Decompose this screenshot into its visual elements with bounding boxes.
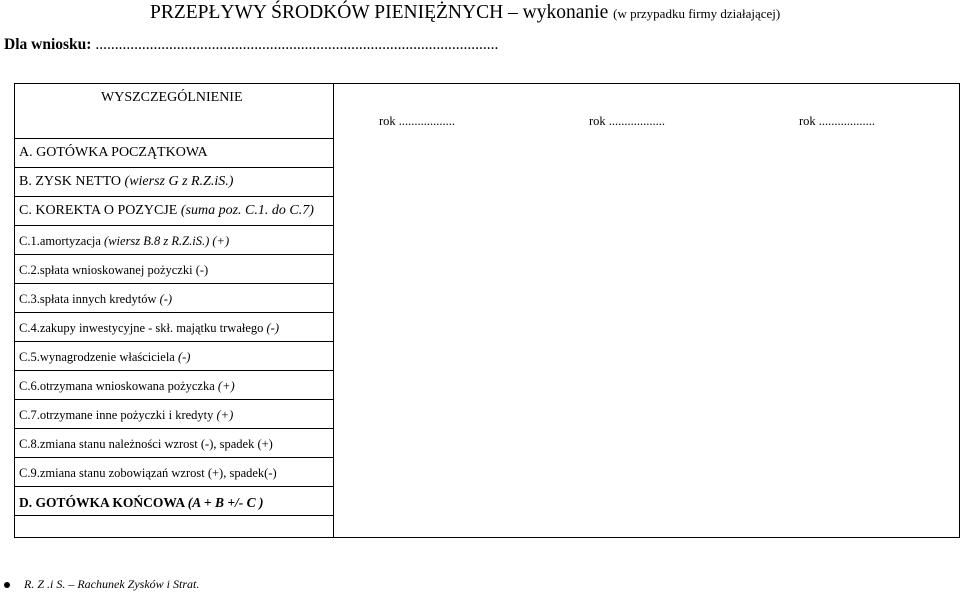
cashflow-table (14, 83, 960, 538)
year-column-3[interactable]: rok .................. (799, 114, 876, 128)
row-divider (15, 312, 333, 313)
table-row: C.1.amortyzacja (wiersz B.8 z R.Z.iS.) (+) (19, 234, 230, 248)
table-row: C.3.spłata innych kredytów (-) (19, 292, 173, 306)
footnote (4, 577, 199, 592)
row-divider (15, 515, 333, 516)
column-divider (333, 84, 334, 537)
year-column-1[interactable]: rok .................. (379, 114, 456, 128)
page-title-main: PRZEPŁYWY ŚRODKÓW PIENIĘŻNYCH – wykonanie (150, 2, 609, 23)
table-row: B. ZYSK NETTO (wiersz G z R.Z.iS.) (19, 174, 234, 189)
page-title-sub: (w przypadku firmy działającej) (613, 6, 781, 21)
table-row: C. KOREKTA O POZYCJE (suma poz. C.1. do C.7) (19, 203, 314, 218)
application-label: Dla wniosku: (4, 36, 96, 53)
table-row: C.6.otrzymana wnioskowana pożyczka (+) (19, 379, 235, 393)
table-row: C.7.otrzymane inne pożyczki i kredyty (+) (19, 408, 234, 422)
table-row: C.8.zmiana stanu należności wzrost (-), spadek (+) (19, 437, 273, 451)
row-divider (15, 428, 333, 429)
row-divider (15, 138, 333, 139)
page-title (150, 2, 780, 24)
year-column-2[interactable]: rok .................. (589, 114, 666, 128)
footnote-text: R. Z .i S. – Rachunek Zysków i Strat. (24, 577, 200, 591)
row-divider (15, 341, 333, 342)
row-divider (15, 370, 333, 371)
table-row: C.2.spłata wnioskowanej pożyczki (-) (19, 263, 209, 277)
table-row: A. GOTÓWKA POCZĄTKOWA (19, 145, 208, 160)
row-divider (15, 486, 333, 487)
table-row: D. GOTÓWKA KOŃCOWA (A + B +/- C ) (19, 495, 264, 510)
row-divider (15, 225, 333, 226)
table-row: C.4.zakupy inwestycyjne - skł. majątku trwałego (-) (19, 321, 280, 335)
row-divider (15, 167, 333, 168)
table-header: WYSZCZEGÓLNIENIE (101, 90, 243, 105)
row-divider (15, 196, 333, 197)
row-divider (15, 254, 333, 255)
bullet-icon (4, 582, 10, 588)
row-divider (15, 283, 333, 284)
row-divider (15, 399, 333, 400)
row-divider (15, 457, 333, 458)
application-line (4, 36, 498, 54)
table-row: C.5.wynagrodzenie właściciela (-) (19, 350, 191, 364)
table-row: C.9.zmiana stanu zobowiązań wzrost (+), spadek(-) (19, 466, 277, 480)
application-value[interactable]: ........................................................................................................ (95, 36, 499, 53)
